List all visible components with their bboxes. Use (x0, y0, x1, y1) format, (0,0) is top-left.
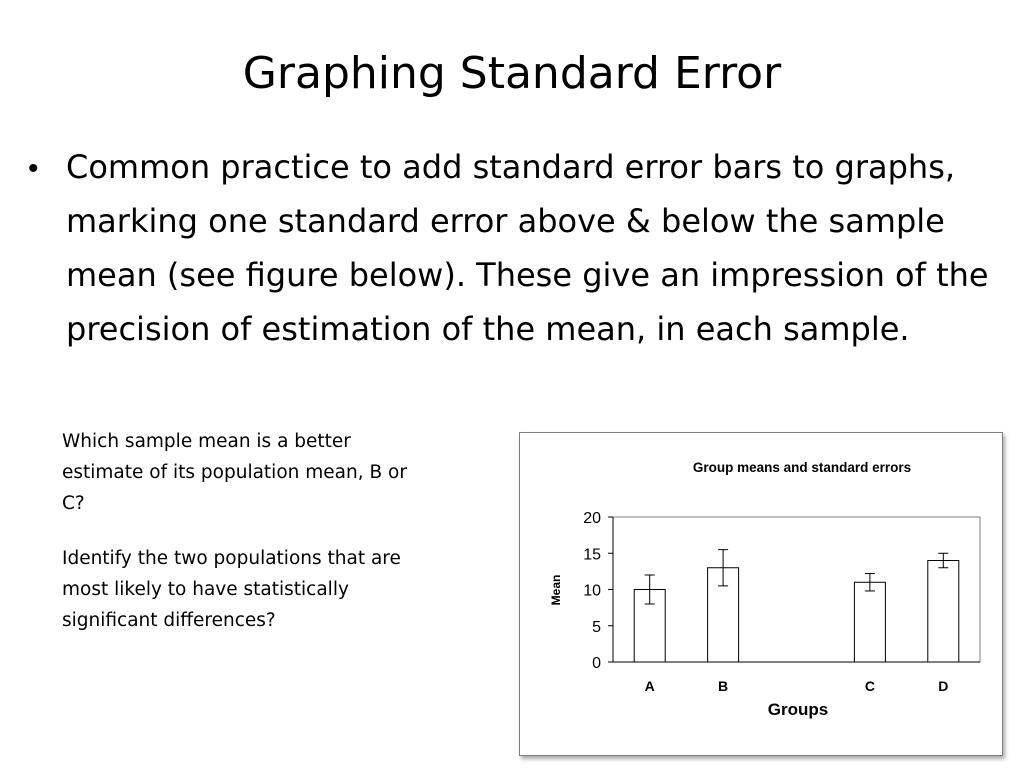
x-tick-label: B (718, 678, 729, 694)
bullet-list (28, 140, 1003, 356)
y-tick-label: 5 (592, 618, 601, 636)
bar-chart (520, 433, 1002, 755)
y-tick-label: 15 (583, 546, 601, 564)
y-tick-label: 20 (583, 510, 601, 527)
y-tick-label: 10 (583, 582, 601, 600)
question-2: Identify the two populations that are most likely to have statistically significant differences? (62, 548, 401, 631)
slide-title: Graphing Standard Error (242, 48, 782, 99)
question-1: Which sample mean is a better estimate of its population mean, B or C? (62, 431, 407, 514)
y-axis-label: Mean (549, 574, 563, 606)
side-questions (62, 426, 422, 660)
x-axis-label: Groups (767, 700, 829, 719)
plot-frame (613, 517, 980, 662)
bar (854, 582, 885, 662)
bar (928, 561, 959, 663)
x-tick-label: D (938, 678, 949, 694)
bullet-marker: • (28, 152, 39, 185)
x-tick-label: C (864, 678, 875, 694)
x-tick-label: A (644, 678, 655, 694)
plot-area (583, 510, 980, 694)
chart-figure (519, 432, 1003, 756)
bullet-text: Common practice to add standard error bars to graphs, marking one standard error above & below the sample mean (see figure below). These give an impression of the precision of estimation of the mean, in each sample. (66, 148, 989, 348)
y-tick-label: 0 (592, 655, 601, 672)
chart-title: Group means and standard errors (692, 460, 912, 475)
